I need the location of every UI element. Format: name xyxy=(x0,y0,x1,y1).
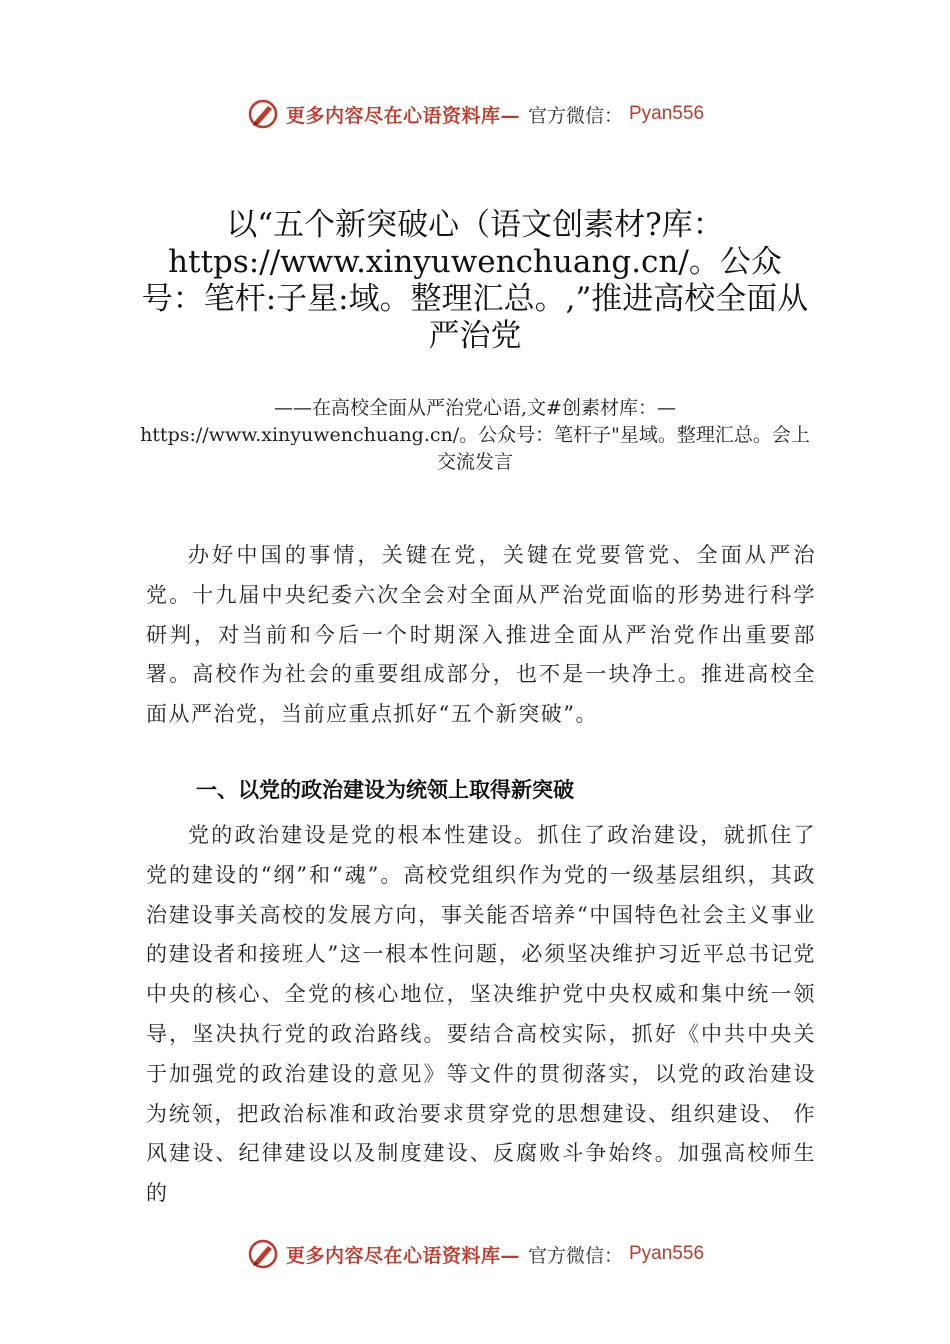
pen-logo-icon xyxy=(246,97,280,131)
document-subtitle: ——在高校全面从严治党心语,文#创素材库：—https://www.xinyuwenchuang.cn/。公众号：笔杆子"星域。整理汇总。会上交流发言 xyxy=(140,397,810,473)
paragraph-intro: 办好中国的事情，关键在党，关键在党要管党、全面从严治党。十九届中央纪委六次全会对全面从严治党面临的形势进行科学研判，对当前和今后一个时期深入推进全面从严治党作出重要部署。高校作为社会的重要组成部分，也不是一块净土。推进高校全面从严治党，当前应重点抓好“五个新突破”。 xyxy=(146,543,816,727)
footer-banner xyxy=(0,1234,950,1274)
banner-wechat-id: Pyan556 xyxy=(629,103,705,124)
banner-wechat-id: Pyan556 xyxy=(629,1243,705,1264)
section-heading-1: 一、以党的政治建设为统领上取得新突破 xyxy=(196,778,574,802)
header-banner xyxy=(0,94,950,134)
banner-wechat-label: 官方微信： xyxy=(527,104,623,127)
banner-main-text: 更多内容尽在心语资料库— xyxy=(285,1244,520,1267)
banner-wechat-label: 官方微信： xyxy=(527,1244,623,1267)
pen-logo-icon xyxy=(246,1237,280,1271)
document-title: 以“五个新突破心（语文创素材?库：https://www.xinyuwenchuang.cn/。公众号：笔杆:子星:域。整理汇总。,”推进高校全面从严治党 xyxy=(141,207,809,354)
paragraph-section-1: 党的政治建设是党的根本性建设。抓住了政治建设，就抓住了党的建设的“纲”和“魂”。高校党组织作为党的一级基层组织，其政治建设事关高校的发展方向，事关能否培养“中国特色社会主义事业的建设者和接班人”这一根本性问题，必须坚决维护习近平总书记党中央的核心、全党的核心地位，坚决维护党中央权威和集中统一领导，坚决执行党的政治路线。要结合高校实际，抓好《中共中央关于加强党的政治建设的意见》等文件的贯彻落实，以党的政治建设为统领，把政治标准和政治要求贯穿党的思想建设、组织建设、 作风建设、纪律建设以及制度建设、反腐败斗争始终。加强高校师生的 xyxy=(146,823,816,1206)
banner-main-text: 更多内容尽在心语资料库— xyxy=(285,104,520,127)
